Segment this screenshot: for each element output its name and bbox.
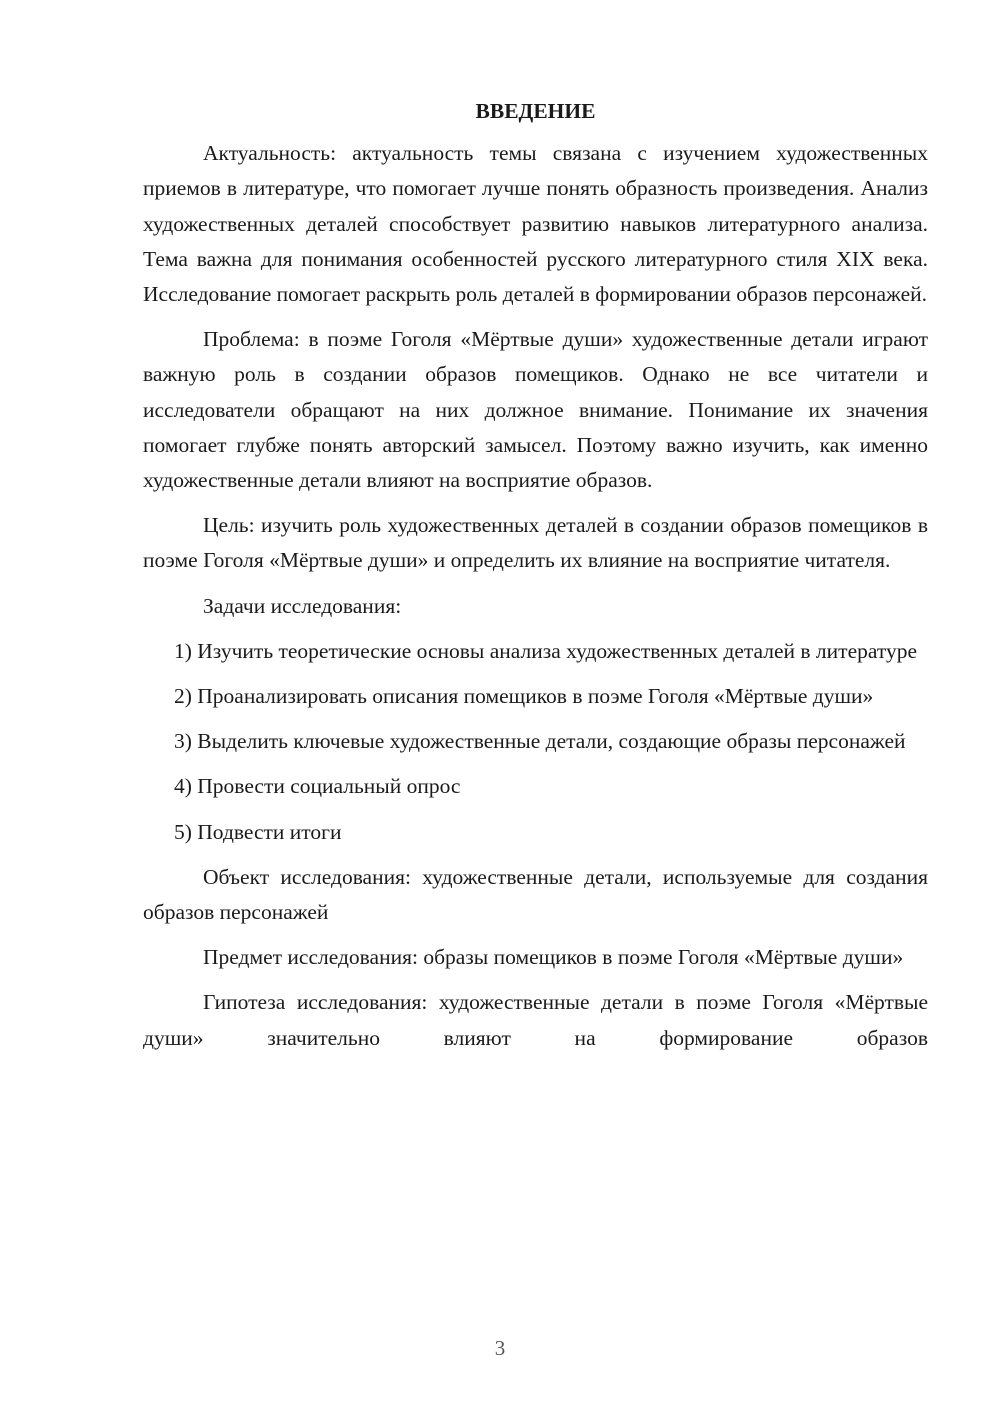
section-heading: ВВЕДЕНИЕ [475,99,596,123]
hypothesis-paragraph [143,985,928,1055]
task-item-1: 1) Изучить теоретические основы анализа художественных деталей в литературе [174,638,917,663]
object-paragraph: Объект исследования: художественные детали, используемые для создания образов персонажей [143,864,928,925]
page-number: 3 [494,1336,506,1360]
subject-paragraph: Предмет исследования: образы помещиков в поэме Гоголя «Мёртвые души» [203,945,904,970]
hypothesis-text: Гипотеза исследования: художественные детали в поэме Гоголя «Мёртвые души» значительно влияют на формирование образов [143,990,928,1050]
goal-paragraph: Цель: изучить роль художественных деталей в создании образов помещиков в поэме Гоголя «Мёртвые души» и определить их влияние на восприятие читателя. [143,513,928,573]
tasks-title: Задачи исследования: [203,593,402,618]
problem-paragraph: Проблема: в поэме Гоголя «Мёртвые души» художественные детали играют важную роль в создании образов помещиков. Однако не все читатели и исследователи обращают на них должное внимание. Понимание их значения помогает глубже понять авторский замысел. Поэтому важно изучить, как именно художественные детали влияют на восприятие образов. [143,327,928,493]
task-item-5: 5) Подвести итоги [174,819,342,844]
page-content [143,94,928,1056]
task-item-4: 4) Провести социальный опрос [174,774,461,799]
relevance-paragraph: Актуальность: актуальность темы связана с изучением художественных приемов в литературе, что помогает лучше понять образность произведения. Анализ художественных деталей способствует развитию навыков литературного анализа. Тема важна для понимания особенностей русского литературного стиля XIX века. Исследование помогает раскрыть роль деталей в формировании образов персонажей. [143,141,928,307]
task-item-3: 3) Выделить ключевые художественные детали, создающие образы персонажей [174,729,906,754]
task-item-2: 2) Проанализировать описания помещиков в поэме Гоголя «Мёртвые души» [174,684,874,709]
